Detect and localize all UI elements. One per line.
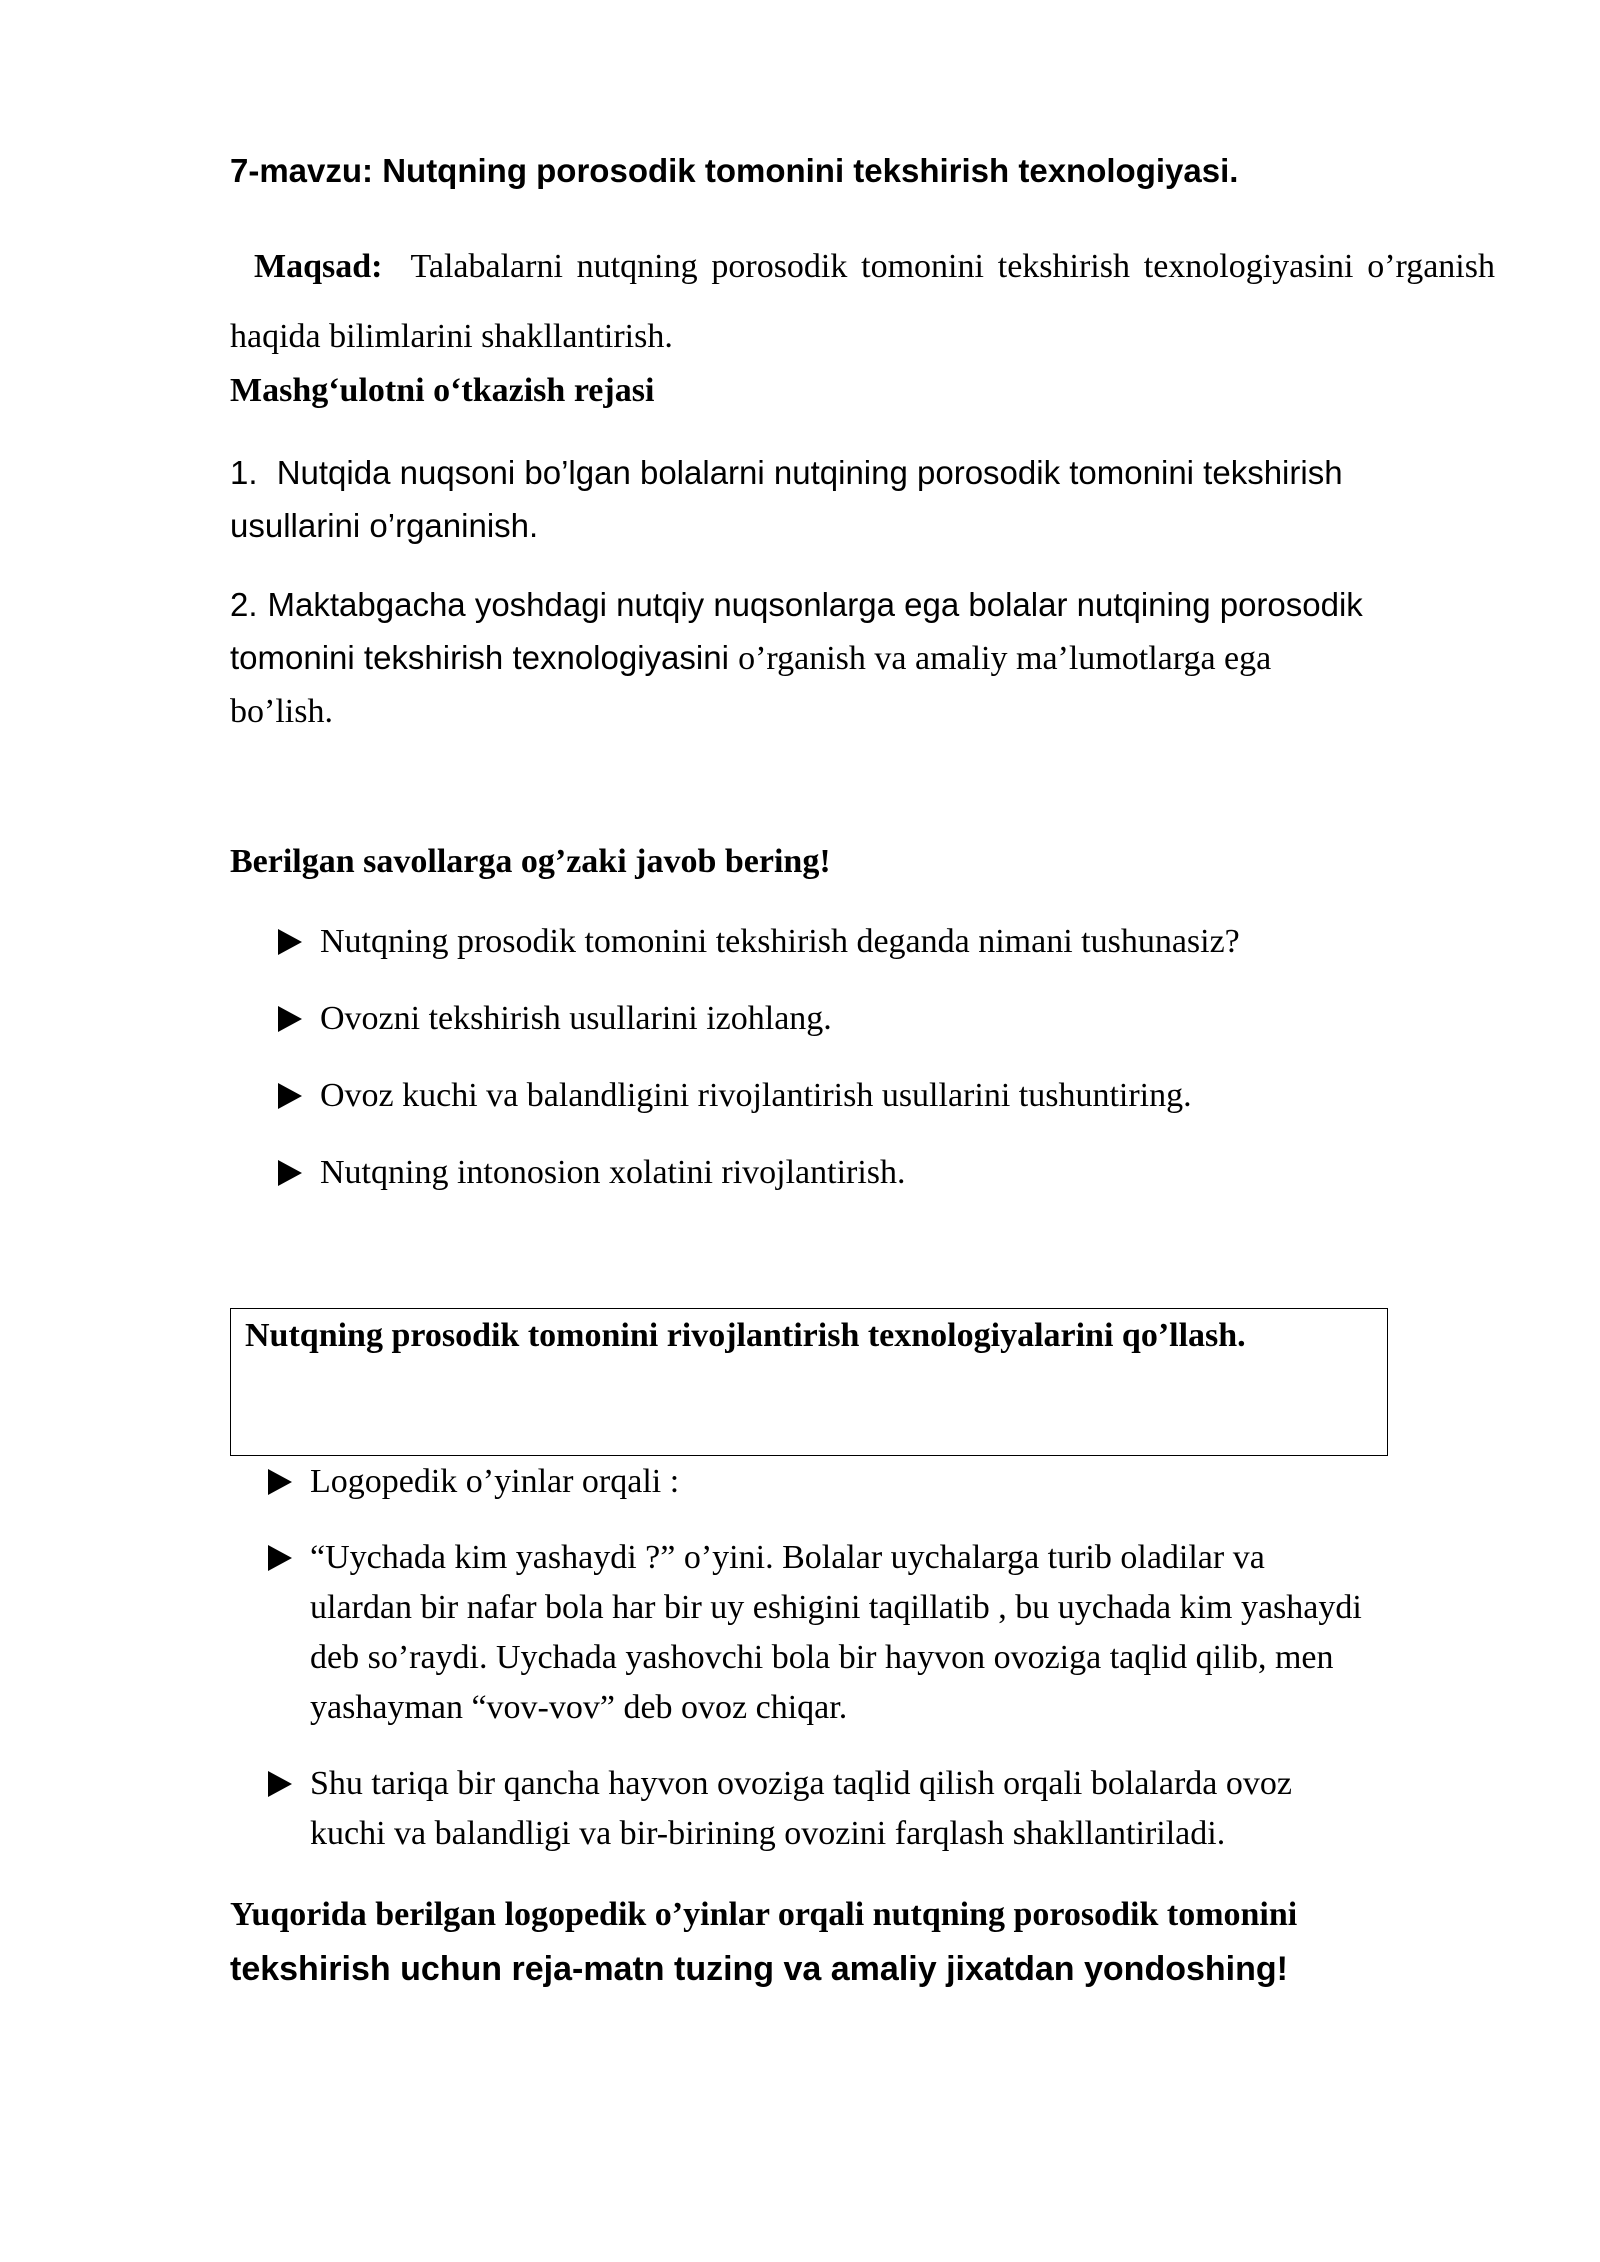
triangle-bullet-icon	[278, 1006, 302, 1032]
triangle-bullet-icon	[278, 1160, 302, 1186]
plan-item-line: bo’lish.	[230, 693, 333, 730]
question-text: Nutqning intonosion xolatini rivojlantirish.	[320, 1154, 906, 1191]
triangle-bullet-icon	[278, 1083, 302, 1109]
questions-title: Berilgan savollarga og’zaki javob bering!	[230, 843, 831, 880]
question-text: Ovoz kuchi va balandligini rivojlantirish usullarini tushuntiring.	[320, 1077, 1192, 1114]
question-text: Nutqning prosodik tomonini tekshirish deganda nimani tushunasiz?	[320, 923, 1240, 960]
plan-item-line: Maktabgacha yoshdagi nutqiy nuqsonlarga ega bolalar nutqining porosodik	[267, 586, 1363, 623]
question-item	[278, 917, 1240, 967]
game-text-line: deb so’raydi. Uychada yashovchi bola bir hayvon ovoziga taqlid qilib, men	[310, 1639, 1334, 1676]
triangle-bullet-icon	[268, 1771, 292, 1797]
goal-text: Talabalarni nutqning porosodik tomonini tekshirish texnologiyasini o’rganish haqida bilimlarini shakllantirish.	[230, 248, 1495, 355]
game-text-line: ulardan bir nafar bola har bir uy eshigini taqillatib , bu uychada kim yashaydi	[310, 1589, 1362, 1626]
final-task-line: tekshirish uchun reja-matn tuzing va amaliy jixatdan yondoshing!	[230, 1950, 1288, 1988]
goal-paragraph	[230, 232, 1495, 372]
plan-item-line: o’rganish va amaliy ma’lumotlarga ega	[738, 640, 1272, 677]
plan-item-line: Nutqida nuqsoni bo’lgan bolalarni nutqining porosodik tomonini tekshirish	[276, 454, 1343, 491]
plan-item-line: usullarini o’rganinish.	[230, 507, 539, 544]
plan-item-number: 2.	[230, 586, 258, 623]
game-text-line: kuchi va balandligi va bir-birining ovozini farqlash shakllantiriladi.	[310, 1815, 1226, 1852]
triangle-bullet-icon	[268, 1545, 292, 1571]
final-task-line: Yuqorida berilgan logopedik o’yinlar orqali nutqning porosodik tomonini	[230, 1896, 1298, 1933]
plan-item-line: tomonini tekshirish texnologiyasini	[230, 639, 729, 676]
game-item	[268, 1457, 1500, 1507]
game-text-line: Logopedik o’yinlar orqali :	[310, 1463, 680, 1500]
game-item	[268, 1759, 1500, 1859]
game-text-line: yashayman “vov-vov” deb ovoz chiqar.	[310, 1689, 848, 1726]
section-box-title: Nutqning prosodik tomonini rivojlantirish texnologiyalarini qo’llash.	[245, 1317, 1246, 1354]
game-text-line: “Uychada kim yashaydi ?” o’yini. Bolalar uychalarga turib oladilar va	[310, 1539, 1265, 1576]
plan-item-1	[230, 446, 1490, 552]
final-task	[230, 1888, 1510, 1996]
section-box	[230, 1308, 1388, 1456]
question-item	[278, 1148, 906, 1198]
game-item	[268, 1533, 1500, 1733]
question-item	[278, 1071, 1192, 1121]
question-item	[278, 994, 832, 1044]
goal-label: Maqsad:	[254, 248, 383, 285]
question-text: Ovozni tekshirish usullarini izohlang.	[320, 1000, 832, 1037]
plan-item-2	[230, 578, 1490, 738]
plan-title: Mashg‘ulotni o‘tkazish rejasi	[230, 372, 655, 409]
topic-title: 7-mavzu: Nutqning porosodik tomonini tekshirish texnologiyasi.	[230, 152, 1239, 189]
plan-item-number: 1.	[230, 454, 258, 491]
triangle-bullet-icon	[268, 1469, 292, 1495]
triangle-bullet-icon	[278, 929, 302, 955]
game-text-line: Shu tariqa bir qancha hayvon ovoziga taqlid qilish orqali bolalarda ovoz	[310, 1765, 1292, 1802]
